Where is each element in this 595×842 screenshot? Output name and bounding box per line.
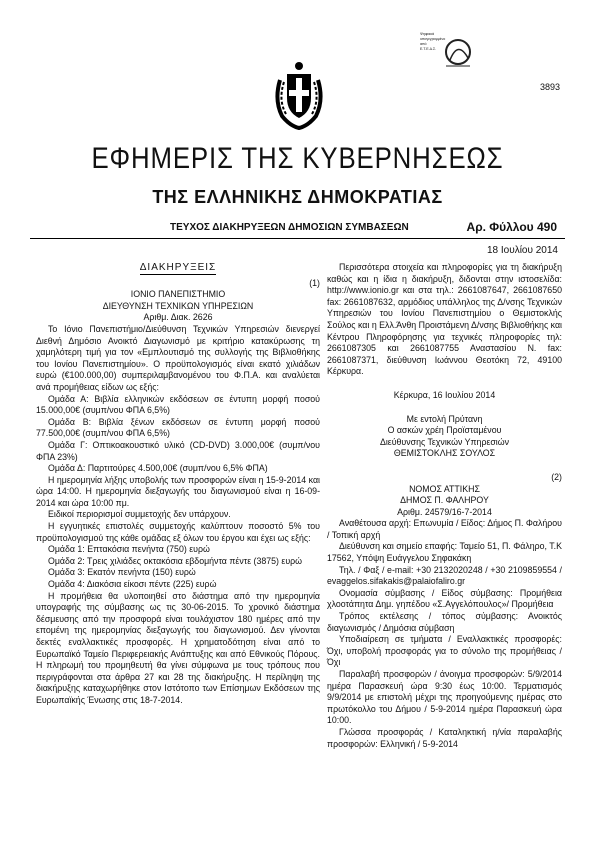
paragraph: Ομάδα Γ: Οπτικοακουστικό υλικό (CD-DVD) 3.000,00€ (συμπ/νου ΦΠΑ 23%) bbox=[36, 439, 320, 462]
place-date: Κέρκυρα, 16 Ιουλίου 2014 bbox=[393, 389, 496, 400]
paragraph: Ομάδα Α: Βιβλία ελληνικών εκδόσεων σε έντυπη μορφή ποσού 15.000,00€ (συμπ/νου ΦΠΑ 6,5%) bbox=[36, 393, 320, 416]
paragraph: Η εγγυητικές επιστολές συμμετοχής καλύπτουν ποσοστό 5% του προϋπολογισμού της κάθε ομάδας εξ όλων του έργου και έχει ως εξής: bbox=[36, 521, 320, 543]
right-column bbox=[327, 262, 562, 750]
paragraph: Η προμήθεια θα υλοποιηθεί στο διάστημα από την ημερομηνία υπογραφής της σύμβασης ως τις 30-06-2015. Το χρονικό διάστημα δέσμευσης από την προσφορά είναι τουλάχιστον 180 ημέρες από την επομένη της ημερομηνίας διεξαγωγής του διαγωνισμού. Δεν γίνονται δεκτές εναλλακτικές προσφορές. Η χρηματοδότηση είναι από το Ευρωπαϊκό Ταμείο Περιφερειακής Ανάπτυξης και από Εθνικούς Πόρους. Η πληρωμή του προμηθευτή θα γίνει σύμφωνα με τους τρόπους που περιγράφονται στα άρθρα 27 και 28 της διακήρυξης. Η περίληψη της διακήρυξης καταχωρήθηκε στον Ιστότοπο των Επίσημων Εκδόσεων της Ευρωπαϊκής Ένωσης στις 18-7-2014. bbox=[36, 590, 320, 705]
signature-line: Ο ασκών χρέη Προϊσταμένου bbox=[387, 425, 502, 436]
issue-divider bbox=[30, 238, 565, 239]
section-title: ΔΙΑΚΗΡΥΞΕΙΣ bbox=[139, 262, 217, 273]
paragraph: Διεύθυνση και σημείο επαφής: Ταμείο 51, Π. Φάληρο, Τ.Κ 17562, Υπόψη Ευάγγελου Σηφακάκη bbox=[327, 541, 562, 564]
page-number: 3893 bbox=[540, 82, 561, 92]
org-name: ΙΟΝΙΟ ΠΑΝΕΠΙΣΤΗΜΙΟ bbox=[130, 289, 226, 300]
paragraph: Γλώσσα προσφοράς / Καταληκτική η/νία παραλαβής προσφορών: Ελληνική / 5-9-2014 bbox=[327, 726, 562, 749]
issue-series: ΤΕΥΧΟΣ ΔΙΑΚΗΡΥΞΕΩΝ ΔΗΜΟΣΙΩΝ ΣΥΜΒΑΣΕΩΝ bbox=[170, 222, 409, 233]
paragraph: Η ημερομηνία λήξης υποβολής των προσφορών είναι η 15-9-2014 και ώρα 14:00. Η ημερομηνία διεξαγωγής του διαγωνισμού είναι η 16-09-2014 και ώρα 10:00 πμ. bbox=[36, 474, 320, 508]
gazette-subtitle: ΤΗΣ ΕΛΛΗΝΙΚΗΣ ΔΗΜΟΚΡΑΤΙΑΣ bbox=[152, 187, 443, 207]
paragraph: Ειδικοί περιορισμοί συμμετοχής δεν υπάρχουν. bbox=[48, 509, 231, 520]
org-department: ΔΙΕΥΘΥΝΣΗ ΤΕΧΝΙΚΩΝ ΥΠΗΡΕΣΙΩΝ bbox=[102, 300, 254, 311]
org-name: ΝΟΜΟΣ ΑΤΤΙΚΗΣ bbox=[409, 483, 480, 494]
signature-line: Διεύθυνσης Τεχνικών Υπηρεσιών bbox=[379, 436, 510, 447]
gazette-title: ΕΦΗΜΕΡΙΣ ΤΗΣ ΚΥΒΕΡΝΗΣΕΩΣ bbox=[91, 142, 504, 175]
paragraph: Ομάδα 4: Διακόσια είκοσι πέντε (225) ευρώ bbox=[48, 579, 217, 590]
paragraph: Ονομασία σύμβασης / Είδος σύμβασης: Προμήθεια χλοοτάπητα Δημ. γηπέδου «Σ.Αγγελόπουλος»/ Προμήθεια bbox=[327, 587, 562, 610]
notice-ref: (1) bbox=[309, 277, 320, 288]
paragraph: Περισσότερα στοιχεία και πληροφορίες για τη διακήρυξη καθώς και η ίδια η διακήρυξη, διδονται στην ιστοσελίδα: http://www.ionio.gr και στα τηλ.: 2661087647, 2661087650 fax: 2661087632, αρμόδιος υπάλληλος της Δ/νσης Τεχνικών Υπηρεσιών του Ιονίου Πανεπιστημίου ο Θεμιστοκλής Σούλος και η Ελλ.Άνθη Προιστάμενη Δ/νσης Βιβλιοθήκης και Κέντρου Πληροφόρησης για τεχνικές πληροφορίες τηλ: 2661087305 και 2661087755 Αναστασίου Ν. fax: 2661087371, διεύθυνση Ιωάννου Θεοτόκη 72, 49100 Κέρκυρα. bbox=[327, 262, 562, 377]
signatory-name: ΘΕΜΙΣΤΟΚΛΗΣ ΣΟΥΛΟΣ bbox=[393, 448, 496, 459]
paragraph: Ομάδα 3: Εκατόν πενήντα (150) ευρώ bbox=[48, 567, 196, 578]
org-department: ΔΗΜΟΣ Π. ΦΑΛΗΡΟΥ bbox=[400, 495, 489, 506]
signature-line: Με εντολή Πρύτανη bbox=[406, 413, 483, 424]
issue-date: 18 Ιουλίου 2014 bbox=[487, 245, 558, 256]
digital-signature-seal bbox=[420, 30, 480, 76]
paragraph: Ομάδα Δ: Παρτιτούρες 4.500,00€ (συμπ/νου 6,5% ΦΠΑ) bbox=[48, 463, 268, 474]
paragraph: Παραλαβή προσφορών / άνοιγμα προσφορών: 5/9/2014 ημέρα Παρασκευή ώρα 9:30 έως 10:00. Τερματισμός 9/9/2014 με επιστολή μέχρι της προηγούμενης ημέρας στο πρωτόκολλο του Δήμου / 5-9-2014 ημέρα Παρασκευή ώρα 10:00. bbox=[327, 669, 562, 726]
paragraph: Ομάδα 2: Τρεις χιλιάδες οκτακόσια εβδομήντα πέντε (3875) ευρώ bbox=[48, 555, 303, 566]
paragraph: Υποδιαίρεση σε τμήματα / Εναλλακτικές προσφορές: Όχι, υποβολή προσφοράς για το σύνολο της προμήθειας / Όχι bbox=[327, 634, 562, 668]
declaration-number: Αριθμ. 24579/16-7-2014 bbox=[397, 506, 492, 517]
paragraph: Τρόπος εκτέλεσης / τόπος σύμβασης: Ανοικτός διαγωνισμός / Δημόσια σύμβαση bbox=[327, 611, 562, 633]
greek-state-emblem-icon bbox=[270, 60, 328, 130]
paragraph: Αναθέτουσα αρχή: Επωνυμία / Είδος: Δήμος Π. Φαλήρου / Τοπική αρχή bbox=[327, 518, 562, 540]
paragraph: Τηλ. / Φαξ / e-mail: +30 2132020248 / +30 2109859554 / evaggelos.sifakakis@palaiofaliro.gr bbox=[327, 564, 562, 587]
left-column bbox=[36, 262, 320, 707]
notice-ref: (2) bbox=[551, 471, 562, 482]
issue-bar bbox=[30, 220, 565, 238]
seal-caption: Ψηφιακά υπογεγραμμένο από Ε.Τ.Ε.Δ.Σ. bbox=[420, 32, 446, 51]
paragraph: Το Ιόνιο Πανεπιστήμιο/Διεύθυνση Τεχνικών Υπηρεσιών διενεργεί Διεθνή Δημόσιο Ανοικτό Διαγωνισμό με κριτήριο κατακύρωσης τη χαμηλότερη τιμή για τον «Εμπλουτισμό της συλλογής της Βιβλιοθήκης του Ιονίου Πανεπιστημίου». Ο προϋπολογισμός είναι εκατό χιλιάδων ευρώ (€100.000,00) συμπεριλαμβανομένου του Φ.Π.Α. και αναλύεται ανά προμήθειας είδων ως εξής: bbox=[36, 323, 320, 392]
paragraph: Ομάδα Β: Βιβλία ξένων εκδόσεων σε έντυπη μορφή ποσού 77.500,00€ (συμπ/νου ΦΠΑ 6,5%) bbox=[36, 416, 320, 439]
paragraph: Ομάδα 1: Επτακόσια πενήντα (750) ευρώ bbox=[48, 544, 210, 555]
issue-number: Αρ. Φύλλου 490 bbox=[466, 220, 557, 234]
declaration-number: Αριθμ. Διακ. 2626 bbox=[143, 312, 213, 323]
